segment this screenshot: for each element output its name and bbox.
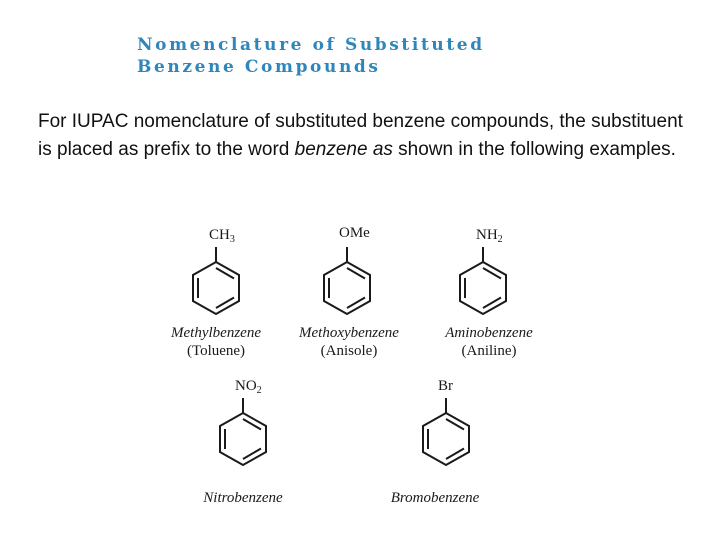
common-name: (Toluene)	[186, 343, 246, 359]
substituent-formula: $NO_2$	[235, 378, 262, 396]
benzene-ring-structure	[453, 247, 513, 317]
substituent-formula: OMe	[339, 225, 370, 241]
body-emphasis: benzene as	[294, 139, 393, 160]
body-paragraph	[38, 108, 698, 164]
iupac-name: Methylbenzene	[171, 325, 261, 341]
benzene-ring-structure	[186, 247, 246, 317]
benzene-ring-structure	[317, 247, 377, 317]
title-line-2: Benzene Compounds	[137, 57, 381, 77]
iupac-name: Methoxybenzene	[299, 325, 399, 341]
substituent-formula: Br	[438, 378, 453, 394]
body-text-part-2: shown in the following examples.	[392, 139, 676, 160]
body-text-part-1: For IUPAC nomenclature of substituted benzene compounds, the substituent is placed as prefix to the word	[38, 111, 683, 160]
common-name: (Aniline)	[461, 343, 517, 359]
common-name: (Anisole)	[320, 343, 378, 359]
iupac-name: Aminobenzene	[445, 325, 533, 341]
substituent-formula: $NH_2$	[476, 227, 503, 245]
benzene-ring-structure	[416, 398, 476, 468]
slide-title	[137, 34, 657, 78]
substituent-formula: $CH_3$	[209, 227, 235, 245]
benzene-ring-structure	[213, 398, 273, 468]
iupac-name: Bromobenzene	[390, 490, 480, 506]
iupac-name: Nitrobenzene	[203, 490, 283, 506]
title-line-1: Nomenclature of Substituted	[137, 35, 485, 55]
